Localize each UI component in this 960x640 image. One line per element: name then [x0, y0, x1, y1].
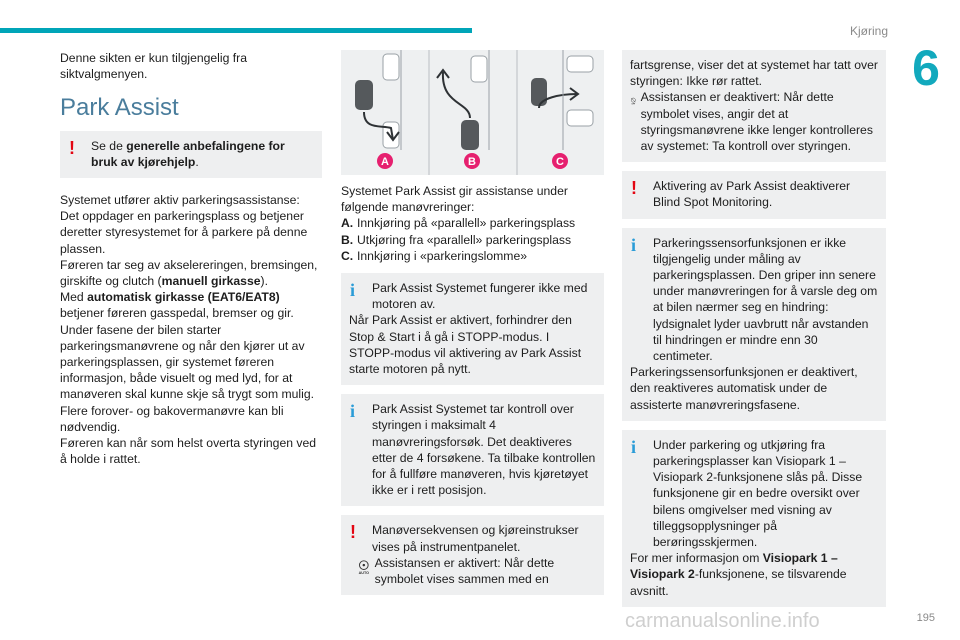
- warning-box-continued: [622, 50, 886, 162]
- watermark: carmanualsonline.info: [625, 610, 820, 632]
- info-box: [622, 228, 886, 421]
- panel-c: [531, 50, 593, 150]
- section-heading: Park Assist: [60, 94, 179, 122]
- warning-text: fartsgrense, viser det at systemet har tatt over styringen: Ikke rør rattet.: [630, 58, 878, 89]
- info-icon: i: [350, 280, 356, 301]
- warning-icon: !: [69, 137, 75, 158]
- warning-text: Se de generelle anbefalingene for bruk av kjørehjelp.: [91, 138, 285, 169]
- warning-text: Manøversekvensen og kjøreinstrukser vises på instrumentpanelet.: [372, 523, 579, 554]
- header-accent-bar: [0, 28, 472, 33]
- list-item: B. Utkjøring fra «parallell» parkeringsplass: [341, 232, 572, 247]
- info-box: [341, 273, 604, 385]
- info-text: Park Assist Systemet tar kontroll over styringen i maksimalt 4 manøvreringsforsøk. Det deaktiveres etter de 4 forsøkene. Ta tilbake kontrollen for å fullføre manøveren, hvis kjøretøyet ikke er i rett posisjon.: [372, 402, 596, 498]
- paragraph: Systemet Park Assist gir assistanse under følgende manøvreringer:: [341, 184, 568, 215]
- parking-maneuver-illustration: [341, 50, 604, 175]
- column-2: [341, 50, 604, 595]
- info-icon: i: [631, 436, 637, 457]
- info-box: [622, 430, 886, 607]
- info-text: Park Assist Systemet fungerer ikke med motoren av.: [372, 281, 588, 312]
- off-symbol-row: [630, 89, 878, 154]
- paragraph: Systemet utfører aktiv parkeringsassistanse: Det oppdager en parkeringsplass og betjener deretter styresystemet for å parkere på denne plassen.: [60, 193, 308, 256]
- figure-label-b: B: [468, 156, 476, 168]
- paragraph: Under fasene der bilen starter parkeringsmanøvrene og når den kjører ut av parkeringsplassen, gir systemet føreren informasjon, både visuelt og med lyd, for at manøveren skal kunne skje så trygt som mulig.: [60, 322, 315, 402]
- maneuver-diagram: [341, 50, 604, 175]
- info-icon: i: [350, 401, 356, 422]
- paragraph: Flere forover- og bakovermanøvre kan bli nødvendig.: [60, 403, 284, 434]
- info-text: Under parkering og utkjøring fra parkeringsplasser kan Visiopark 1 – Visiopark 2-funksjonene slås på. Disse funksjonene gir en bedre oversikt over bilens omgivelser med visning av tilleggsopplysninger på berøringsskjermen.: [653, 437, 863, 550]
- warning-text: Assistansen er deaktivert: Når dette symbolet vises, angir det at styringsmanøvrene ikke lenger kontrolleres av systemet: Ta kontroll over styringen.: [640, 90, 873, 154]
- warning-box: [341, 515, 604, 595]
- paragraph: Føreren kan når som helst overta styringen ved å holde i rattet.: [60, 436, 317, 467]
- column-1: [60, 50, 322, 467]
- warning-box: [60, 131, 322, 178]
- steering-auto-icon: [357, 555, 371, 579]
- svg-text:AUTO: AUTO: [358, 570, 370, 575]
- paragraph: Føreren tar seg av akselereringen, bremsingen, girskifte og clutch (manuell girkasse).: [60, 257, 318, 289]
- info-text: For mer informasjon om Visiopark 1 – Visiopark 2-funksjonene, se tilsvarende avsnitt.: [630, 551, 847, 598]
- section-title: Kjøring: [849, 24, 888, 38]
- paragraph: Med automatisk girkasse (EAT6/EAT8) betjener føreren gasspedal, bremser og gir.: [60, 290, 294, 321]
- list-item: A. Innkjøring på «parallell» parkeringsplass: [341, 216, 576, 231]
- figure-label-a: A: [381, 156, 389, 168]
- auto-symbol-row: [349, 555, 596, 587]
- info-box: [341, 394, 604, 506]
- warning-box: [622, 171, 886, 218]
- svg-text:OFF: OFF: [631, 103, 636, 106]
- chapter-number: 6: [912, 40, 940, 96]
- figure-label-c: C: [556, 156, 564, 168]
- info-text: Parkeringssensorfunksjonen er deaktivert, den reaktiveres automatisk under de assisterte manøvreringsfasene.: [630, 365, 858, 412]
- list-item: C. Innkjøring i «parkeringslomme»: [341, 248, 528, 263]
- panel-a: [355, 50, 401, 150]
- info-icon: i: [631, 234, 637, 255]
- panel-b: [437, 50, 489, 150]
- warning-icon: !: [631, 178, 637, 199]
- intro-text: Denne sikten er kun tilgjengelig fra siktvalgmenyen.: [60, 51, 247, 82]
- warning-text: Assistansen er aktivert: Når dette symbolet vises sammen med en: [374, 555, 555, 587]
- info-text: Parkeringssensorfunksjonen er ikke tilgjengelig under måling av parkeringsplassen. Den griper inn senere under manøvreringen for å varsle deg om at bilen nærmer seg en hindring: lydsignalet lyder uavbrutt når avstanden til hindringen er mindre enn 30 centimeter.: [653, 235, 878, 364]
- info-text: Når Park Assist er aktivert, forhindrer den Stop & Start i å gå i STOPP-modus. I STOPP-modus vil aktivering av Park Assist starte motoren på nytt.: [349, 313, 582, 377]
- column-3: [622, 50, 886, 607]
- page-number: 195: [916, 612, 935, 624]
- steering-off-icon: [630, 89, 637, 113]
- warning-text: Aktivering av Park Assist deaktiverer Blind Spot Monitoring.: [653, 179, 851, 210]
- warning-icon: !: [350, 522, 356, 543]
